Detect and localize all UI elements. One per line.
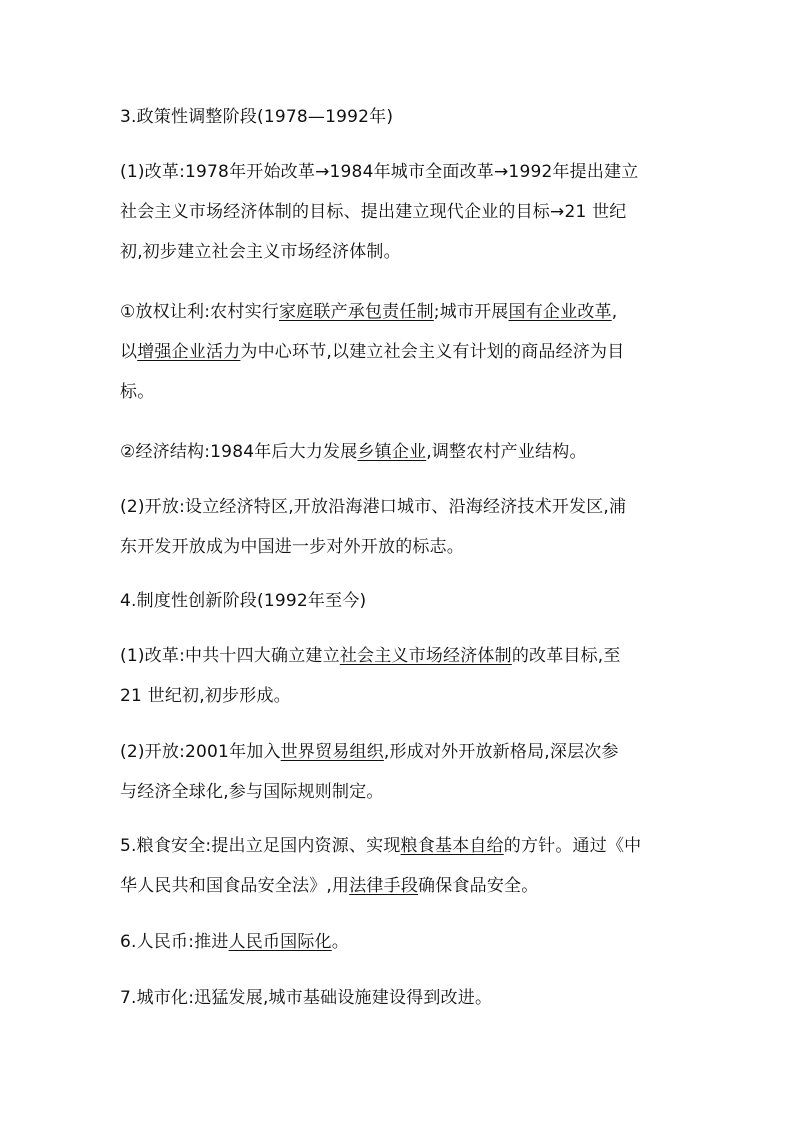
text-segment: (1)改革:中共十四大确立建立: [120, 646, 340, 666]
paragraph-line: 初,初步建立社会主义市场经济体制。: [120, 242, 401, 262]
section-6-paragraph: [120, 922, 680, 962]
heading-text: 4.制度性创新阶段(1992年至今): [120, 591, 367, 611]
section-3-heading: [120, 97, 680, 137]
underlined-key-term: 社会主义市场经济体制: [339, 646, 512, 666]
underlined-key-term: 世界贸易组织: [280, 742, 384, 762]
text-segment: 6.人民币:推进: [120, 932, 229, 952]
text-segment: 确保食品安全。: [418, 876, 539, 896]
text-segment: ,调整农村产业结构。: [426, 442, 587, 462]
underlined-key-term: 国有企业改革: [508, 302, 612, 322]
text-segment: ②经济结构:1984年后大力发展: [120, 442, 358, 462]
paragraph-line: (2)开放:设立经济特区,开放沿海港口城市、沿海经济技术开发区,浦: [120, 497, 627, 517]
text-segment: 的方针。通过《中: [503, 836, 642, 856]
underlined-key-term: 法律手段: [349, 876, 419, 896]
text-segment: ,: [611, 302, 618, 322]
section-5-paragraph: [120, 826, 680, 906]
paragraph-line: [120, 432, 680, 472]
section-3-item-2-paragraph: [120, 432, 680, 472]
paragraph-line: [120, 732, 680, 772]
text-segment: 。: [331, 932, 349, 952]
section-4-reform-paragraph: [120, 636, 680, 716]
text-segment: ;城市开展: [433, 302, 509, 322]
section-3-reform-paragraph: [120, 152, 680, 272]
paragraph-line: [120, 826, 680, 866]
paragraph-line: [120, 866, 680, 906]
underlined-key-term: 粮食基本自给: [400, 836, 504, 856]
text-segment: 华人民共和国食品安全法》,用: [120, 876, 350, 896]
paragraph-line: 东开发开放成为中国进一步对外开放的标志。: [120, 537, 464, 557]
paragraph-line: 标。: [120, 382, 155, 402]
paragraph-line: 7.城市化:迅猛发展,城市基础设施建设得到改进。: [120, 988, 493, 1008]
text-segment: (2)开放:2001年加入: [120, 742, 281, 762]
text-segment: 以: [120, 342, 138, 362]
section-7-paragraph: [120, 978, 680, 1018]
underlined-key-term: 家庭联产承包责任制: [278, 302, 434, 322]
paragraph-line: [120, 292, 680, 332]
paragraph-line: 社会主义市场经济体制的目标、提出建立现代企业的目标→21 世纪: [120, 202, 627, 222]
section-3-opening-paragraph: [120, 487, 680, 567]
paragraph-line: 与经济全球化,参与国际规则制定。: [120, 782, 384, 802]
section-4-heading: [120, 581, 680, 621]
text-segment: 的改革目标,至: [511, 646, 621, 666]
heading-text: 3.政策性调整阶段(1978—1992年): [120, 107, 394, 127]
text-segment: 5.粮食安全:提出立足国内资源、实现: [120, 836, 401, 856]
text-segment: 为中心环节,以建立社会主义有计划的商品经济为目: [240, 342, 625, 362]
paragraph-line: [120, 332, 680, 372]
underlined-key-term: 人民币国际化: [228, 932, 332, 952]
section-4-opening-paragraph: [120, 732, 680, 812]
underlined-key-term: 乡镇企业: [357, 442, 427, 462]
section-3-item-1-paragraph: [120, 292, 680, 412]
underlined-key-term: 增强企业活力: [137, 342, 241, 362]
text-segment: ,形成对外开放新格局,深层次参: [383, 742, 619, 762]
text-segment: ①放权让利:农村实行: [120, 302, 279, 322]
paragraph-line: [120, 636, 680, 676]
paragraph-line: [120, 922, 680, 962]
paragraph-line: 21 世纪初,初步形成。: [120, 686, 291, 706]
paragraph-line: (1)改革:1978年开始改革→1984年城市全面改革→1992年提出建立: [120, 162, 639, 182]
